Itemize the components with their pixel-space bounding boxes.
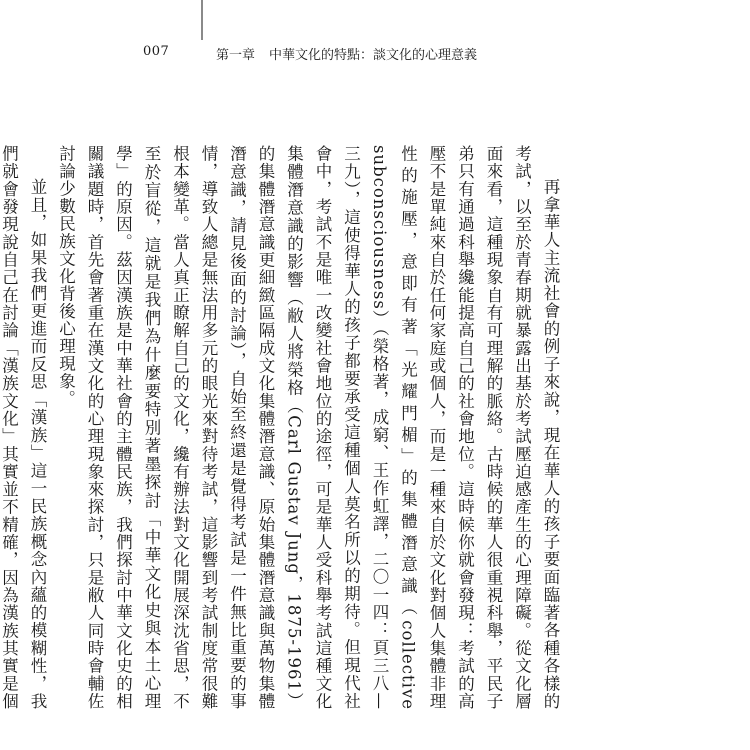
page-number: 007 [143,44,170,59]
chapter-label: 第一章 [216,48,256,63]
running-header [216,44,477,63]
paragraph-2: 並且，如果我們更進而反思「漢族」這一民族概念內蘊的模糊性，我們就會發現說自己在討論「漢族文化」其實並不精確，因為漢族其實是個 [0,145,47,710]
chapter-title: 中華文化的特點：談文化的心理意義 [269,48,478,63]
header-divider [201,0,203,40]
paragraph-1: 再拿華人主流社會的例子來說，現在華人的孩子要面臨著各種各樣的考試，以至於青春期就暴露出基於考試壓迫感產生的心理障礙。從文化層面來看，這種現象自有可理解的脈絡。古時候的華人很重視科舉，平民子弟只有通過科舉纔能提高自己的社會地位。這時候你就會發現：考試的高壓不是單純來自於任何家庭或個人，而是一種來自於文化對個人集體非理性的施壓，意即有著「光耀門楣」的集體潛意識（collective subconsciousness）（榮格著，成窮、王作虹譯，二〇一四：頁三八—三九），這使得華人的孩子都要承受這種個人莫名所以的期待。但現代社會中，考試不是唯一改變社會地位的途徑，可是華人受科舉考試這種文化集體潛意識的影響（敝人將榮格（Carl Gustav Jung，1875-1961）的集體潛意識更細緻區隔成文化集體潛意識、原始集體潛意識與萬物集體潛意識，請見後面的討論），自始至終還是覺得考試是一件無比重要的事情，導致人總是無法用多元的眼光來對待考試，這影響到考試制度常很難根本變革。當人真正瞭解自己的文化，纔有辦法對文化開展深沈省思，不至於盲從，這就是我們為什麼要特別著墨探討「中華文化史與本土心理學」的原因。茲因漢族是中華社會的主體民族，我們探討中華文化史的相關議題時，首先會著重在漢文化的心理現象來探討，只是敝人同時會輔佐討論少數民族文化背後心理現象。 [56,145,560,710]
body-text [0,145,564,710]
